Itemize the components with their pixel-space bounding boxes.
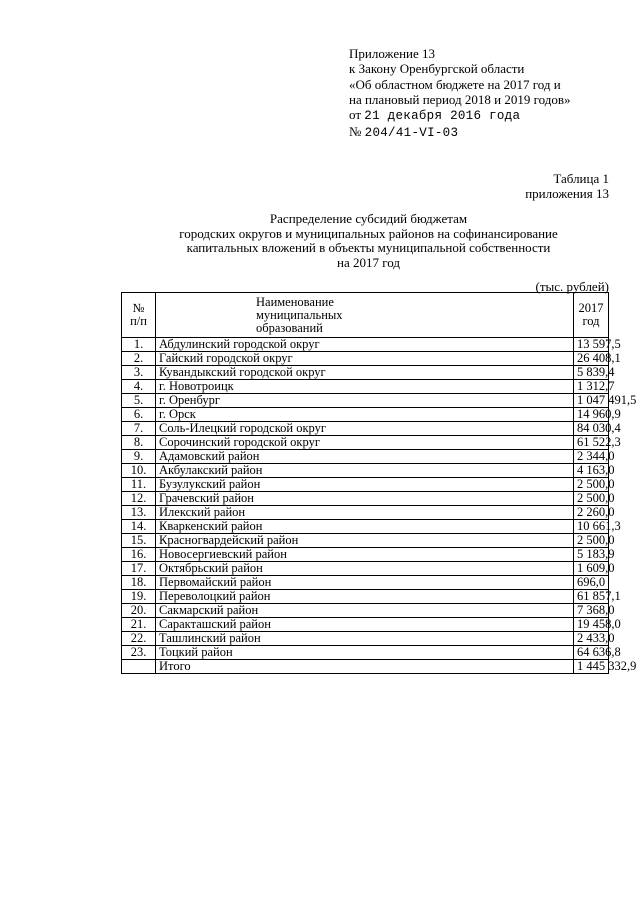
- table-body: [122, 337, 637, 674]
- appendix-number-prefix: №: [349, 124, 362, 140]
- row-number: 13.: [122, 506, 156, 520]
- row-number: 15.: [122, 534, 156, 548]
- row-municipality-name: Красногвардейский район: [156, 534, 574, 548]
- table-row: [122, 604, 609, 618]
- appendix-header: [349, 46, 571, 142]
- table-header-row: [122, 293, 609, 338]
- row-municipality-name: Сакмарский район: [156, 604, 574, 618]
- row-amount: 26 408,1: [574, 352, 609, 366]
- header-name-line-1: Наименование: [256, 294, 334, 309]
- row-number: 23.: [122, 646, 156, 660]
- appendix-number-line: [349, 124, 571, 141]
- title-line-1: Распределение субсидий бюджетам: [269, 211, 468, 226]
- title-line-4: на 2017 год: [337, 254, 400, 270]
- table-row: [122, 576, 609, 590]
- row-number: 18.: [122, 576, 156, 590]
- row-amount: 61 857,1: [574, 590, 609, 604]
- row-amount: 5 183,9: [574, 548, 609, 562]
- row-amount: 696,0: [574, 576, 609, 590]
- table-row: [122, 422, 609, 436]
- row-number: 3.: [122, 366, 156, 380]
- row-amount: 2 344,0: [574, 450, 609, 464]
- row-number: 5.: [122, 394, 156, 408]
- row-municipality-name: Илекский район: [156, 506, 574, 520]
- row-amount: 14 960,9: [574, 408, 609, 422]
- row-number: 19.: [122, 590, 156, 604]
- table-row: [122, 478, 609, 492]
- table-row: [122, 366, 609, 380]
- row-number: 22.: [122, 632, 156, 646]
- table-row: [122, 394, 609, 408]
- row-amount: 1 609,0: [574, 562, 609, 576]
- row-amount: 64 636,8: [574, 646, 609, 660]
- row-amount: 2 500,0: [574, 492, 609, 506]
- row-amount: 13 597,5: [574, 338, 609, 352]
- table-row: [122, 450, 609, 464]
- row-municipality-name: Акбулакский район: [156, 464, 574, 478]
- row-municipality-name: Бузулукский район: [156, 478, 574, 492]
- row-number: 11.: [122, 478, 156, 492]
- table-row: [122, 464, 609, 478]
- table-row: [122, 492, 609, 506]
- row-municipality-name: Абдулинский городской округ: [156, 338, 574, 352]
- table-row: [122, 632, 609, 646]
- appendix-title: Приложение 13: [349, 46, 436, 61]
- row-number: 6.: [122, 408, 156, 422]
- table-row: [122, 380, 609, 394]
- row-number: 17.: [122, 562, 156, 576]
- row-amount: 84 030,4: [574, 422, 609, 436]
- row-number: 8.: [122, 436, 156, 450]
- header-number-line-1: №: [132, 301, 145, 315]
- subsidy-table: [121, 292, 637, 674]
- row-amount: 5 839,4: [574, 366, 609, 380]
- row-municipality-name: Новосергиевский район: [156, 548, 574, 562]
- row-municipality-name: Саракташский район: [156, 618, 574, 632]
- table-row: [122, 436, 609, 450]
- row-number: 1.: [122, 338, 156, 352]
- appendix-law-ref: к Закону Оренбургской области: [349, 61, 525, 77]
- row-amount: 2 500,0: [574, 478, 609, 492]
- row-municipality-name: Ташлинский район: [156, 632, 574, 646]
- units-label: (тыс. рублей): [535, 279, 609, 294]
- row-municipality-name: г. Новотроицк: [156, 380, 574, 394]
- document-title: [120, 212, 617, 270]
- table-row: [122, 408, 609, 422]
- header-year: 2017 год: [574, 293, 609, 338]
- table-row: [122, 338, 609, 352]
- header-name: [156, 293, 574, 338]
- row-number: 21.: [122, 618, 156, 632]
- row-municipality-name: Гайский городской округ: [156, 352, 574, 366]
- table-ref-appendix: приложения 13: [525, 186, 609, 201]
- row-amount: 2 433,0: [574, 632, 609, 646]
- appendix-date: 21 декабря 2016 года: [364, 109, 521, 124]
- row-amount: 19 458,0: [574, 618, 609, 632]
- row-municipality-name: Грачевский район: [156, 492, 574, 506]
- appendix-law-name-1: «Об областном бюджете на 2017 год и: [349, 76, 561, 92]
- row-number: 14.: [122, 520, 156, 534]
- row-number: 10.: [122, 464, 156, 478]
- row-amount: 1 312,7: [574, 380, 609, 394]
- row-amount: 1 047 491,5: [574, 394, 609, 408]
- table-row: [122, 562, 609, 576]
- table-total-row: [122, 660, 609, 674]
- table-row: [122, 590, 609, 604]
- row-municipality-name: Кувандыкский городской округ: [156, 366, 574, 380]
- row-municipality-name: Тоцкий район: [156, 646, 574, 660]
- row-municipality-name: Переволоцкий район: [156, 590, 574, 604]
- row-amount: 2 500,0: [574, 534, 609, 548]
- header-number-line-2: п/п: [130, 314, 147, 328]
- row-number: [122, 660, 156, 674]
- row-municipality-name: Октябрьский район: [156, 562, 574, 576]
- row-municipality-name: Кваркенский район: [156, 520, 574, 534]
- row-number: 2.: [122, 352, 156, 366]
- table-row: [122, 352, 609, 366]
- row-number: 9.: [122, 450, 156, 464]
- table-row: [122, 646, 609, 660]
- table-row: [122, 506, 609, 520]
- row-municipality-name: Адамовский район: [156, 450, 574, 464]
- appendix-law-name-2: на плановый период 2018 и 2019 годов»: [349, 91, 571, 107]
- table-ref-title: Таблица 1: [553, 171, 609, 186]
- row-municipality-name: г. Оренбург: [156, 394, 574, 408]
- table-row: [122, 548, 609, 562]
- row-amount: 61 522,3: [574, 436, 609, 450]
- table-row: [122, 618, 609, 632]
- row-amount: 1 445 332,9: [574, 660, 609, 674]
- title-line-3: капитальных вложений в объекты муниципальной собственности: [186, 240, 551, 255]
- table-row: [122, 534, 609, 548]
- header-number: [122, 293, 156, 338]
- row-municipality-name: Сорочинский городской округ: [156, 436, 574, 450]
- row-municipality-name: Итого: [156, 660, 574, 674]
- row-municipality-name: Первомайский район: [156, 576, 574, 590]
- row-number: 20.: [122, 604, 156, 618]
- row-municipality-name: г. Орск: [156, 408, 574, 422]
- row-number: 12.: [122, 492, 156, 506]
- row-amount: 2 260,0: [574, 506, 609, 520]
- row-amount: 7 368,0: [574, 604, 609, 618]
- header-name-line-3: образований: [256, 320, 323, 335]
- row-number: 4.: [122, 380, 156, 394]
- table-reference: [525, 171, 609, 201]
- row-amount: 4 163,0: [574, 464, 609, 478]
- row-number: 16.: [122, 548, 156, 562]
- row-amount: 10 661,3: [574, 520, 609, 534]
- appendix-date-line: [349, 107, 571, 124]
- appendix-number: 204/41-VI-03: [364, 126, 459, 141]
- header-name-line-2: муниципальных: [256, 307, 343, 322]
- row-municipality-name: Соль-Илецкий городской округ: [156, 422, 574, 436]
- title-line-2: городских округов и муниципальных районов на софинансирование: [179, 225, 558, 241]
- row-number: 7.: [122, 422, 156, 436]
- appendix-date-prefix: от: [349, 107, 362, 123]
- table-row: [122, 520, 609, 534]
